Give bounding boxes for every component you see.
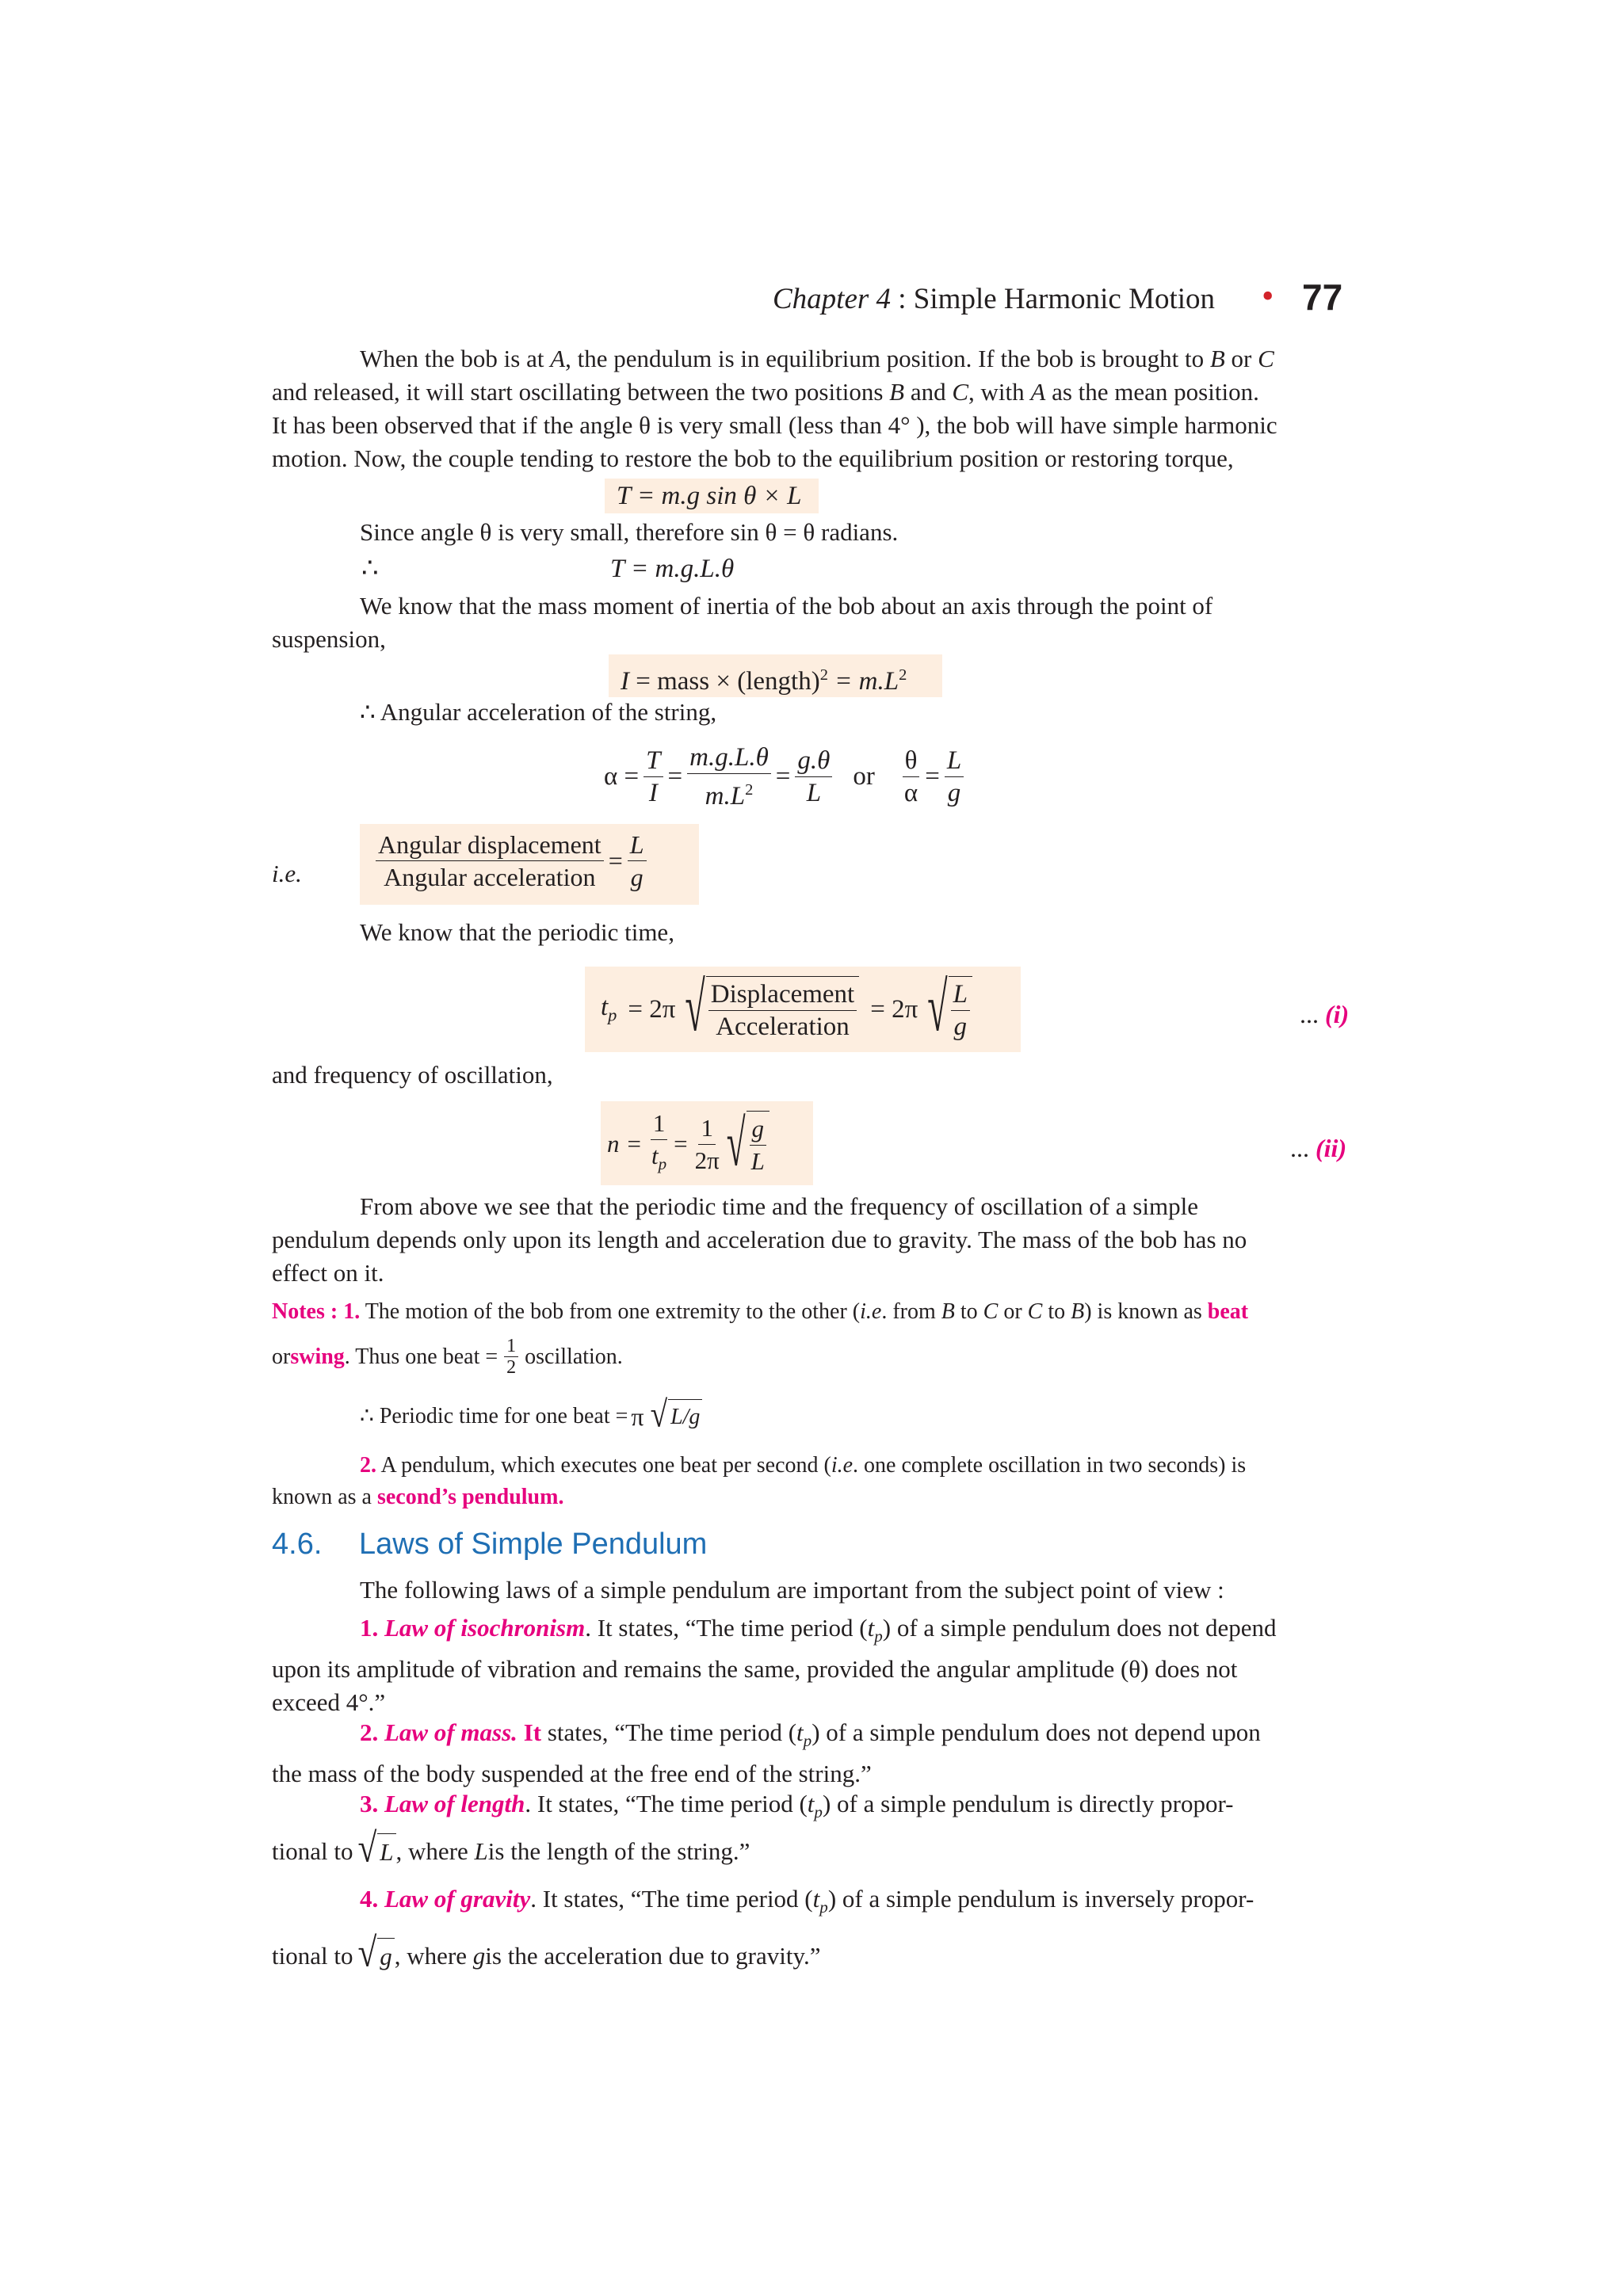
torque-small-angle-equation: T = m.g.L.θ <box>610 555 735 583</box>
chapter-title: : Simple Harmonic Motion <box>891 283 1216 315</box>
note-1: Notes : 1. The motion of the bob from one extremity to the other (i.e. from B to C or C to B) is known as beat <box>272 1299 1249 1324</box>
fraction-T-over-I: $\frac{T}{I}$ <box>643 745 663 809</box>
law-length-line2: tional to √ L , where L is the length of the string.” <box>272 1825 750 1871</box>
frequency-equation: n = $\frac{1}{t_p}$ = $\frac{1}{2\pi}$ √ $\frac{g}{L}$ <box>607 1104 769 1184</box>
law-length: 3. Law of length. It states, “The time period $(t_p)$ of a simple pendulum is directly propor- <box>360 1790 1234 1822</box>
law-gravity-line2: tional to √ g , where g is the acceleration due to gravity.” <box>272 1929 821 1975</box>
chapter-label: Chapter 4 <box>773 283 892 315</box>
section-heading <box>272 1524 707 1564</box>
paragraph-conclusion: From above we see that the periodic time and the frequency of oscillation of a simple pendulum depends only upon its length and acceleration due to gravity. The mass of the bob has no effect on it. <box>272 1192 1247 1287</box>
ratio-equation: $\frac{\text{Angular displacement}}{\text{Angular acceleration}}$ = $\frac{L}{g}$ <box>371 829 651 893</box>
running-header <box>773 280 1215 318</box>
periodic-time-equation: $t_p$ = 2π √ $\frac{\text{Displacement}}{\text{Acceleration}}$ = 2π √ $\frac{L}{g}$ <box>601 970 972 1049</box>
equation-label-ii: ... (ii) <box>1290 1134 1347 1162</box>
header-bullet: • <box>1262 277 1274 315</box>
angular-acceleration-equation: α = $\frac{T}{I}$ = $\frac{m.g.L.\theta}{m.L^2}$ = $\frac{g.\theta}{L}$ or $\frac{\theta}{\alpha}$ = $\frac{L}{g}$ <box>604 742 968 812</box>
sqrt-L-over-g: √ $\frac{L}{g}$ <box>927 976 972 1043</box>
law-isochronism: 1. Law of isochronism. It states, “The time period $(t_p)$ of a simple pendulum does not depend upon its amplitude of vibration and remains the same, provided the angular amplitude (θ) does not exceed 4°.” <box>272 1614 1277 1717</box>
angular-acceleration-intro: ∴ Angular acceleration of the string, <box>360 698 717 726</box>
law-mass: 2. Law of mass. It states, “The time period $(t_p)$ of a simple pendulum does not depend upon the mass of the body suspended at the free end of the string.” <box>272 1718 1261 1788</box>
periodic-beat-line: ∴ Periodic time for one beat = π √ L/g <box>360 1399 702 1433</box>
section-title: Laws of Simple Pendulum <box>359 1527 708 1561</box>
fraction-theta-over-alpha: $\frac{\theta}{\alpha}$ <box>902 745 920 809</box>
equation-label-i: ... (i) <box>1300 1000 1350 1028</box>
ie-label: i.e. <box>272 860 302 887</box>
section-number: 4.6. <box>272 1527 323 1561</box>
fraction-mgL-over-mL2: $\frac{m.g.L.\theta}{m.L^2}$ <box>687 742 771 812</box>
sqrt-g-over-L: √ $\frac{g}{L}$ <box>727 1111 769 1177</box>
fraction-L-over-g: $\frac{L}{g}$ <box>945 745 964 809</box>
therefore-symbol: ∴ <box>361 554 379 583</box>
laws-intro: The following laws of a simple pendulum are important from the subject point of view : <box>360 1576 1224 1604</box>
law-gravity: 4. Law of gravity. It states, “The time period $(t_p)$ of a simple pendulum is inversely propor- <box>360 1885 1254 1917</box>
page-number: 77 <box>1302 277 1343 318</box>
small-angle-statement: Since angle θ is very small, therefore sin θ = θ radians. <box>360 518 899 546</box>
paragraph-intro: When the bob is at A, the pendulum is in equilibrium position. If the bob is brought to B or C and released, it will start oscillating between the two positions B and C, with A as the mean position. It has been observed that if the angle θ is very small (less than 4° ), the bob will have simple harmonic motion. Now, the couple tending to restore the bob to the equilibrium position or restoring torque, <box>272 345 1277 472</box>
sqrt-displacement-acceleration: √ $\frac{\text{Displacement}}{\text{Acceleration}}$ <box>685 976 859 1043</box>
fraction-g-over-L: $\frac{g.\theta}{L}$ <box>795 745 832 809</box>
note-2: 2. A pendulum, which executes one beat per second (i.e. one complete oscillation in two seconds) is known as a second’s pendulum. <box>272 1453 1247 1509</box>
note-1-line2: or swing . Thus one beat = $\frac{1}{2}$ oscillation. <box>272 1336 623 1378</box>
paragraph-moment-of-inertia: We know that the mass moment of inertia of the bob about an axis through the point of suspension, <box>272 592 1213 653</box>
inertia-equation: I = mass × (length)$^2$ = $m.L^2$ <box>621 666 907 696</box>
frequency-intro: and frequency of oscillation, <box>272 1061 553 1089</box>
torque-equation: T = m.g sin θ × L <box>617 482 802 510</box>
periodic-time-intro: We know that the periodic time, <box>360 918 674 946</box>
